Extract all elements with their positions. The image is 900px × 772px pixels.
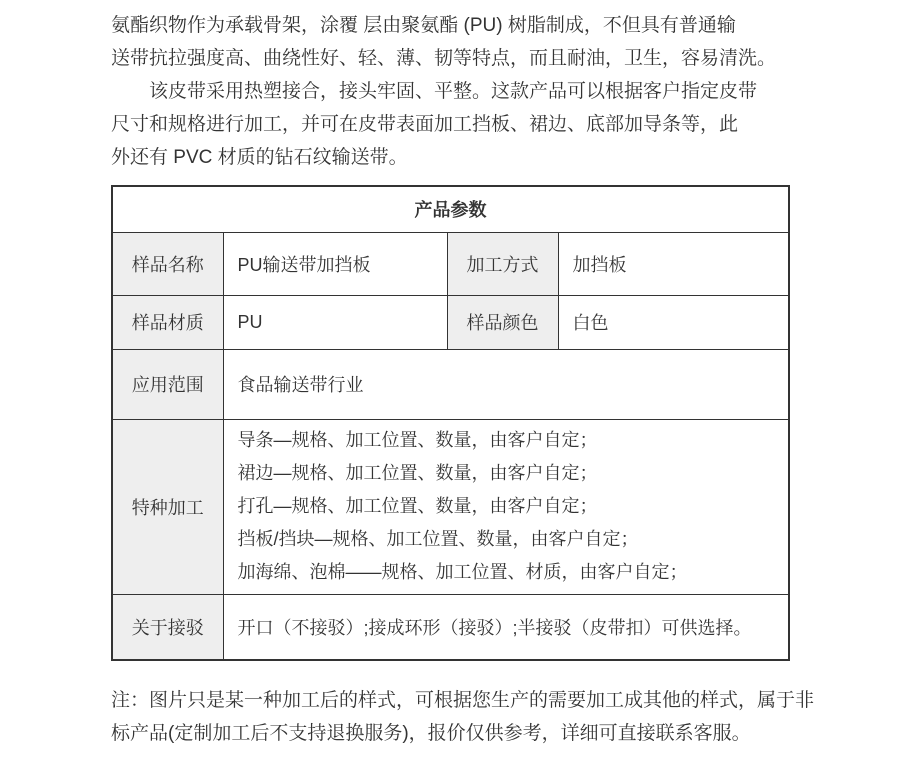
param-value-processing-method: 加挡板 (558, 232, 789, 295)
table-row (112, 594, 789, 660)
table-row (112, 295, 789, 349)
table-row (112, 419, 789, 594)
param-label-sample-color: 样品颜色 (447, 295, 558, 349)
footnote-line: 标产品(定制加工后不支持退换服务)，报价仅供参考，详细可直接联系客服。 (111, 723, 751, 744)
intro-line: 送带抗拉强度高、曲绕性好、轻、薄、韧等特点，而且耐油，卫生，容易清洗。 (111, 48, 777, 69)
param-label-sample-name: 样品名称 (112, 232, 223, 295)
param-value-sample-color: 白色 (558, 295, 789, 349)
param-label-special-processing: 特种加工 (112, 419, 223, 594)
special-processing-line: 加海绵、泡棉——规格、加工位置、材质，由客户自定； (237, 562, 688, 582)
param-label-sample-material: 样品材质 (112, 295, 223, 349)
intro-paragraphs (111, 9, 790, 174)
footnote-line: 注：图片只是某一种加工后的样式，可根据您生产的需要加工成其他的样式，属于非 (111, 690, 815, 711)
special-processing-line: 裙边—规格、加工位置、数量，由客户自定； (237, 463, 598, 483)
footnote (111, 684, 815, 750)
table-row (112, 349, 789, 419)
table-title: 产品参数 (112, 186, 789, 232)
table-title-row (112, 186, 789, 232)
special-processing-line: 打孔—规格、加工位置、数量，由客户自定； (237, 496, 598, 516)
page-content (111, 0, 815, 750)
param-value-sample-name: PU输送带加挡板 (223, 232, 447, 295)
intro-line: 尺寸和规格进行加工，并可在皮带表面加工挡板、裙边、底部加导条等，此 (111, 114, 739, 135)
table-row (112, 232, 789, 295)
param-label-splicing: 关于接驳 (112, 594, 223, 660)
intro-line: 外还有 PVC 材质的钻石纹输送带。 (111, 147, 408, 168)
param-value-sample-material: PU (223, 295, 447, 349)
param-value-splicing: 开口（不接驳）;接成环形（接驳）;半接驳（皮带扣）可供选择。 (223, 594, 789, 660)
product-params-table (111, 185, 790, 661)
intro-line: 氨酯织物作为承载骨架，涂覆 层由聚氨酯 (PU) 树脂制成，不但具有普通输 (111, 15, 736, 36)
intro-line: 该皮带采用热塑接合，接头牢固、平整。这款产品可以根据客户指定皮带 (149, 81, 758, 102)
special-processing-line: 挡板/挡块—规格、加工位置、数量，由客户自定； (237, 529, 639, 549)
param-label-processing-method: 加工方式 (447, 232, 558, 295)
param-label-application-scope: 应用范围 (112, 349, 223, 419)
param-value-application-scope: 食品输送带行业 (223, 349, 789, 419)
param-value-special-processing (223, 419, 789, 594)
special-processing-line: 导条—规格、加工位置、数量，由客户自定； (237, 430, 598, 450)
